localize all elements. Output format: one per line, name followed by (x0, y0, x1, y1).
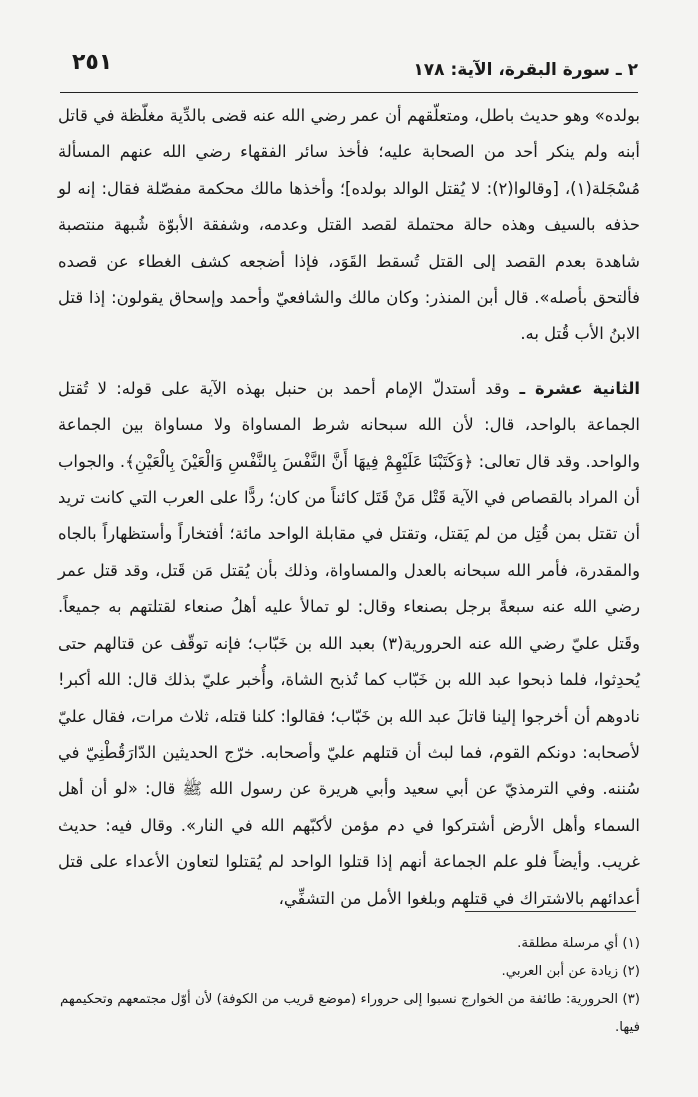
main-text (58, 98, 640, 917)
page-number: ٢٥١ (72, 50, 113, 75)
paragraph-1 (58, 98, 640, 353)
paragraph-2-text: وقد أستدلّ الإمام أحمد بن حنبل بهذه الآية على قوله: لا تُقتل الجماعة بالواحد، قال: لأن الله سبحانه شرط المساواة ولا مساواة بين الجماعة والواحد. وقد قال تعالى: ﴿وَكَتَبْنَا عَلَيْهِمْ فِيهَا أَنَّ النَّفْسَ بِالنَّفْسِ وَالْعَيْنَ بِالْعَيْنِ﴾. والجواب أن المراد بالقصاص في الآية قَتْل مَنْ قَتَل كائناً من كان؛ ردًّا على العرب التي كانت تريد أن تقتل بمن قُتِل من لم يَقتل، وتقتل في مقابلة الواحد مائة؛ أفتخاراً وأستظهاراً بالجاه والمقدرة، فأمر الله سبحانه بالعدل والمساواة، وذلك بأن يُقتل مَن قَتل، وقد قتل عمر رضي الله عنه سبعةً برجل بصنعاء وقال: لو تمالأ عليه أهلُ صنعاء لقتلتهم به جميعاً. وقَتل عليّ رضي الله عنه الحرورية(٣) بعبد الله بن خَبّاب؛ فإنه توقّف عن قتالهم حتى يُحدِثوا، فلما ذبحوا عبد الله بن خَبّاب كما تُذبح الشاة، وأُخبر عليّ بذلك قال: الله أكبر! نادوهم أن أخرجوا إلينا قاتلَ عبد الله بن خَبّاب؛ فقالوا: كلنا قتله، ثلاث مرات، فقال عليّ لأصحابه: دونكم القوم، فما لبث أن قتلهم عليّ وأصحابه. خرّج الحديثين الدّارَقُطْنِيّ في سُننه. وفي الترمذيّ عن أبي سعيد وأبي هريرة عن رسول الله ﷺ قال: «لو أن أهل السماء وأهل الأرض أشتركوا في دم مؤمن لأكبّهم الله في النار». وقال فيه: حديث غريب. وأيضاً فلو علم الجماعة أنهم إذا قتلوا الواحد لم يُقتلوا لتعاون الأعداء على قتل أعدائهم بالاشتراك في قتلهم وبلغوا الأمل من التشفِّي، (58, 378, 641, 908)
footnotes (58, 930, 640, 1042)
section-heading: الثانية عشرة ـ (509, 378, 640, 398)
footnote-2: (٢) زيادة عن أبن العربي. (501, 964, 640, 979)
paragraph-2 (58, 371, 640, 917)
footnote-separator (465, 911, 636, 912)
footnote-3: (٣) الحرورية: طائفة من الخوارج نسبوا إلى حروراء (موضع قريب من الكوفة) لأن أوّل مجتمعهم وتحكيمهم فيها. (60, 992, 640, 1035)
running-head: ٢ ـ سورة البقرة، الآية: ١٧٨ (413, 60, 638, 80)
page-header (60, 50, 638, 93)
footnote-1: (١) أي مرسلة مطلقة. (517, 936, 640, 951)
paragraph-1-text: بولده» وهو حديث باطل، ومتعلّقهم أن عمر رضي الله عنه قضى بالدِّية مغلّظة في قاتل أبنه ولم ينكر أحد من الصحابة عليه؛ فأخذ سائر الفقهاء رضي الله عنهم المسألة مُسْجَلة(١)، [وقالوا(٢): لا يُقتل الوالد بولده]؛ وأخذها مالك محكمة مفصّلة فقال: إنه لو حذفه بالسيف وهذه حالة محتملة لقصد القتل وعدمه، وشفقة الأبوّة شُبهة منتصبة شاهدة بعدم القصد إلى القتل تُسقط القَوَد، فإذا أضجعه كشف الغطاء عن قصده فألتحق بأصله». قال أبن المنذر: وكان مالك والشافعيّ وأحمد وإسحاق يقولون: إذا قتل الابنُ الأب قُتل به. (58, 106, 640, 344)
